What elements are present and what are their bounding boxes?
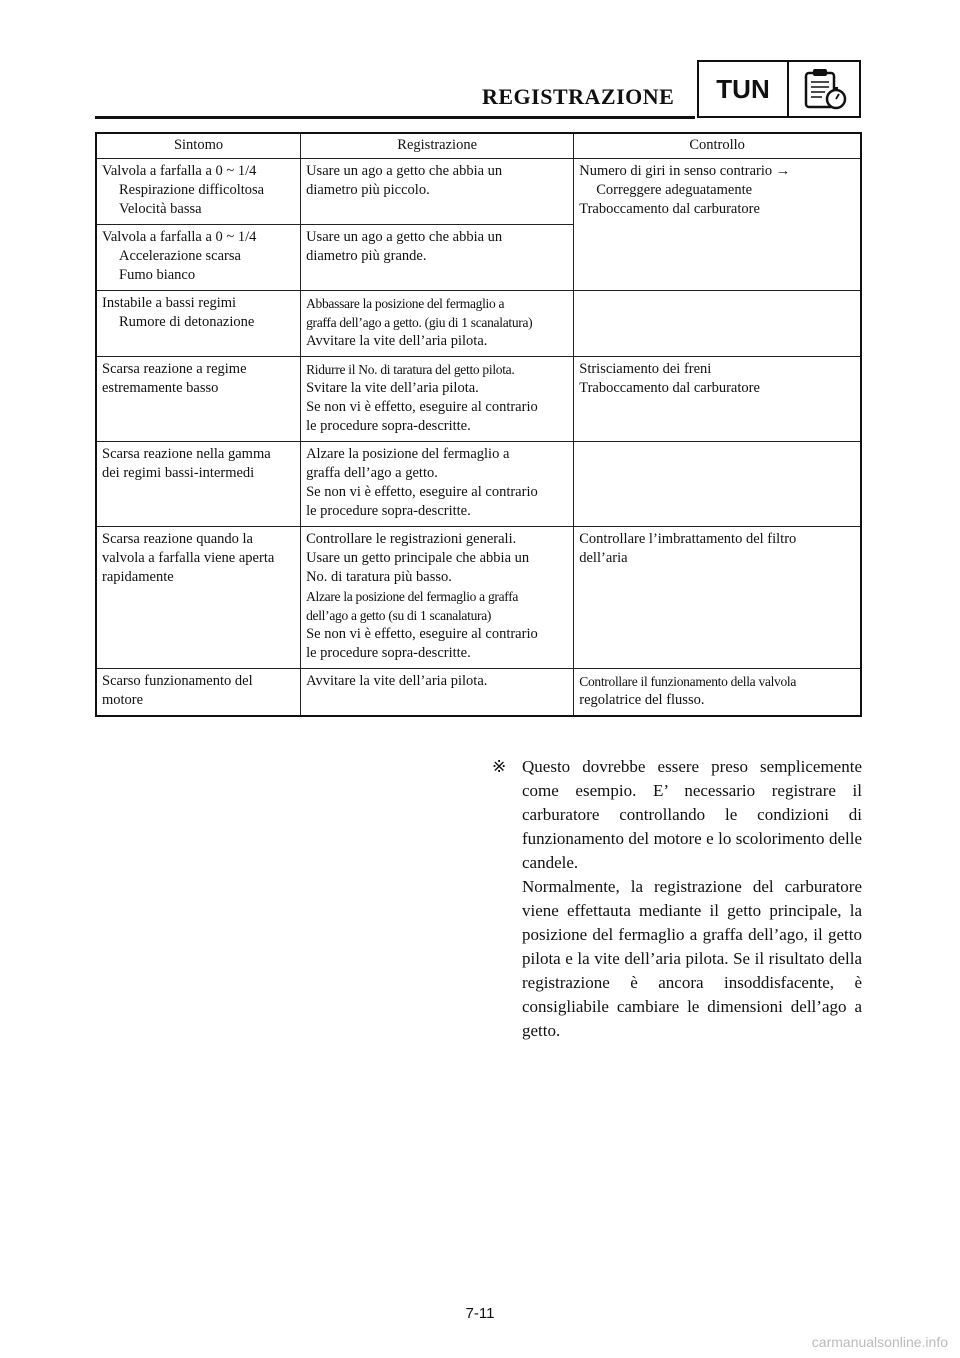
adjustment-line: Usare un ago a getto che abbia un (306, 163, 503, 179)
section-badge (697, 60, 861, 118)
adjustment-line: Usare un getto principale che abbia un (306, 550, 530, 566)
note-block (492, 755, 862, 1043)
note-body (522, 755, 862, 1043)
symptom-line: Respirazione difficoltosa (119, 182, 265, 198)
adjustment-line: No. di taratura più basso. (306, 569, 452, 585)
check-line: Controllare l’imbrattamento del filtro (579, 531, 797, 547)
note-paragraph: Normalmente, la registrazione del carburatore viene effettauta mediante il getto principale, la posizione del fermaglio a graffa dell’ago, il getto pilota e la vite dell’aria pilota. Se il risultato della registrazione è ancora insoddisfacente, è consigliabile cambiare le dimensioni dell’ago a getto. (522, 877, 862, 1040)
symptom-line: Velocità bassa (119, 201, 202, 217)
adjustment-line: Alzare la posizione del fermaglio a (306, 446, 510, 462)
check-line: Traboccamento dal carburatore (579, 380, 760, 396)
title-underline (95, 116, 695, 119)
column-header-sintomo: Sintomo (96, 133, 301, 159)
check-cell (574, 669, 861, 717)
symptom-cell (96, 225, 301, 291)
check-cell (574, 159, 861, 291)
column-header-registrazione: Registrazione (301, 133, 574, 159)
note-paragraph: Questo dovrebbe essere preso semplicemente come esempio. E’ necessario registrare il carburatore controllando le condizioni di funzionamento del motore e lo scolorimento delle candele. (522, 757, 862, 872)
check-line: Numero di giri in senso contrario → (579, 163, 791, 179)
symptom-line: Valvola a farfalla a 0 ~ 1/4 (102, 229, 257, 245)
symptom-line: Scarso funzionamento del (102, 673, 253, 689)
symptom-cell (96, 159, 301, 225)
adjustment-cell (301, 225, 574, 291)
page-number: 7-11 (465, 1305, 495, 1322)
symptom-line: dei regimi bassi-intermedi (102, 465, 255, 481)
adjustment-line: graffa dell’ago a getto. (giu di 1 scanalatura) (306, 315, 533, 330)
table-row (96, 442, 861, 527)
adjustment-cell (301, 669, 574, 717)
adjustment-line: Avvitare la vite dell’aria pilota. (306, 673, 488, 689)
adjustment-line: graffa dell’ago a getto. (306, 465, 438, 481)
symptom-line: Scarsa reazione a regime (102, 361, 247, 377)
check-line: Controllare il funzionamento della valvola (579, 674, 797, 689)
check-line: dell’aria (579, 550, 628, 566)
adjustment-line: diametro più piccolo. (306, 182, 430, 198)
symptom-line: rapidamente (102, 569, 174, 585)
adjustment-table (95, 132, 862, 717)
page-title: REGISTRAZIONE (482, 84, 675, 109)
adjustment-line: Usare un ago a getto che abbia un (306, 229, 503, 245)
symptom-line: Valvola a farfalla a 0 ~ 1/4 (102, 163, 257, 179)
adjustment-cell (301, 442, 574, 527)
adjustment-line: dell’ago a getto (su di 1 scanalatura) (306, 608, 492, 623)
adjustment-line: Svitare la vite dell’aria pilota. (306, 380, 479, 396)
adjustment-line: Se non vi è effetto, eseguire al contrario (306, 399, 538, 415)
symptom-cell (96, 442, 301, 527)
table-header-row (96, 133, 861, 159)
symptom-line: Fumo bianco (119, 267, 196, 283)
adjustment-line: le procedure sopra-descritte. (306, 418, 471, 434)
adjustment-line: Avvitare la vite dell’aria pilota. (306, 333, 488, 349)
column-header-controllo: Controllo (574, 133, 861, 159)
adjustment-line: Ridurre il No. di taratura del getto pilota. (306, 362, 515, 377)
symptom-cell (96, 669, 301, 717)
adjustment-cell (301, 291, 574, 357)
check-cell (574, 291, 861, 357)
symptom-line: Rumore di detonazione (119, 314, 255, 330)
symptom-line: Instabile a bassi regimi (102, 295, 237, 311)
symptom-line: Accelerazione scarsa (119, 248, 241, 264)
adjustment-line: Abbassare la posizione del fermaglio a (306, 296, 505, 311)
adjustment-line: diametro più grande. (306, 248, 427, 264)
symptom-cell (96, 357, 301, 442)
symptom-cell (96, 527, 301, 669)
check-line: Strisciamento dei freni (579, 361, 712, 377)
table-row (96, 291, 861, 357)
adjustment-line: le procedure sopra-descritte. (306, 645, 471, 661)
adjustment-line: Alzare la posizione del fermaglio a graffa (306, 589, 519, 604)
check-line: Traboccamento dal carburatore (579, 201, 760, 217)
symptom-line: Scarsa reazione nella gamma (102, 446, 271, 462)
table-row (96, 159, 861, 225)
adjustment-cell (301, 159, 574, 225)
adjustment-line: Se non vi è effetto, eseguire al contrario (306, 626, 538, 642)
check-line: Correggere adeguatamente (596, 182, 753, 198)
adjustment-cell (301, 357, 574, 442)
adjustment-cell (301, 527, 574, 669)
symptom-line: Scarsa reazione quando la (102, 531, 253, 547)
table-row (96, 527, 861, 669)
symptom-line: motore (102, 692, 144, 708)
table-row (96, 669, 861, 717)
clipboard-stopwatch-icon (789, 62, 859, 116)
section-code: TUN (699, 62, 789, 116)
adjustment-line: Se non vi è effetto, eseguire al contrario (306, 484, 538, 500)
table-row (96, 357, 861, 442)
check-cell (574, 357, 861, 442)
adjustment-line: le procedure sopra-descritte. (306, 503, 471, 519)
symptom-line: estremamente basso (102, 380, 219, 396)
reference-mark: ※ (492, 757, 507, 776)
symptom-line: valvola a farfalla viene aperta (102, 550, 275, 566)
watermark: carmanualsonline.info (811, 1334, 948, 1350)
symptom-cell (96, 291, 301, 357)
adjustment-line: Controllare le registrazioni generali. (306, 531, 517, 547)
check-line: regolatrice del flusso. (579, 692, 705, 708)
check-cell (574, 442, 861, 527)
check-cell (574, 527, 861, 669)
